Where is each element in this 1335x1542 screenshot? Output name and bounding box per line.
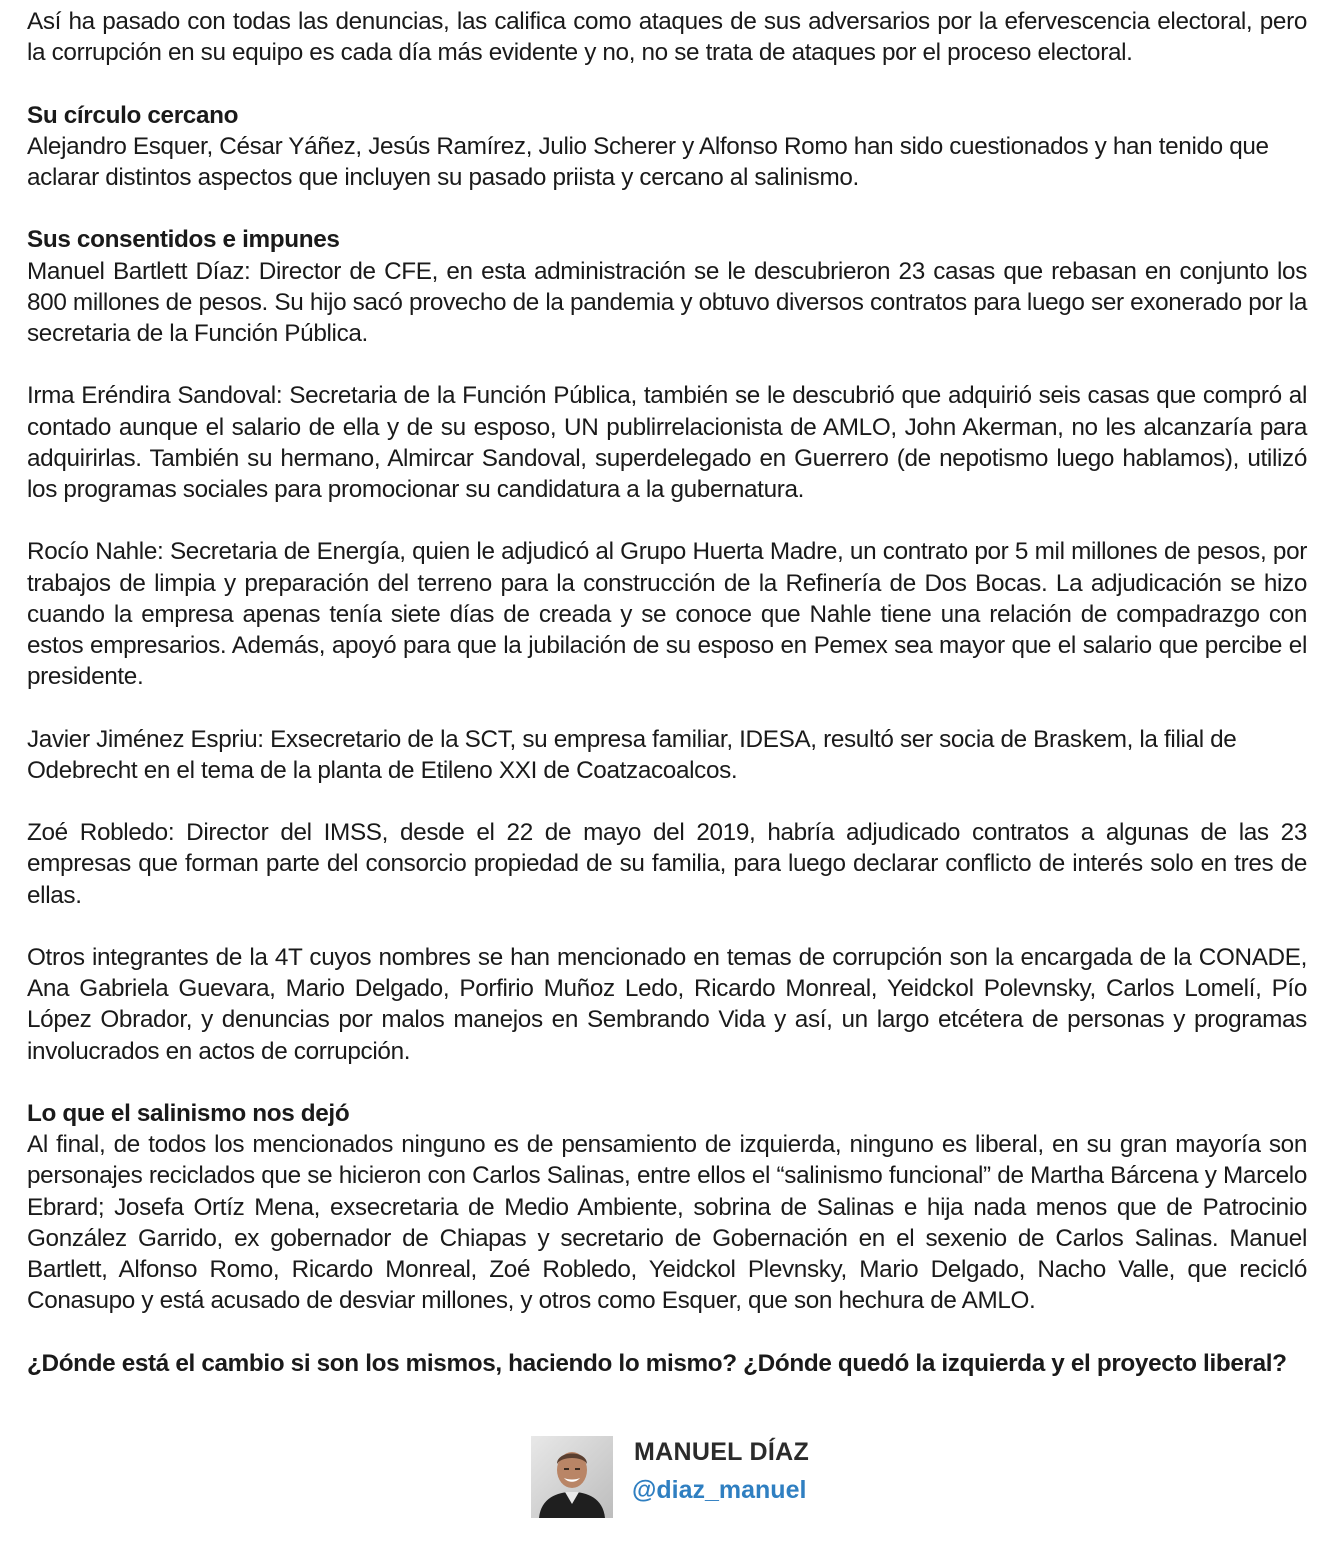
paragraph-otros: Otros integrantes de la 4T cuyos nombres se han mencionado en temas de corrupción son la encargada de la CONADE, Ana Gabriela Guevara, Mario Delgado, Porfirio Muñoz Ledo, Ricardo Monreal, Yeidckol Polevnsky, Carlos Lomelí, Pío López Obrador, y denuncias por malos manejos en Sembrando Vida y así, un largo etcétera de personas y programas involucrados en actos de corrupción. — [27, 943, 1307, 1065]
section-heading: Lo que el salinismo nos dejó — [27, 1099, 350, 1127]
intro-paragraph: Así ha pasado con todas las denuncias, las califica como ataques de sus adversarios por la efervescencia electoral, pero la corrupción en su equipo es cada día más evidente y no, no se trata de ataques por el proceso electoral. — [27, 8, 1307, 67]
paragraph-nahle: Rocío Nahle: Secretaria de Energía, quien le adjudicó al Grupo Huerta Madre, un contrato por 5 mil millones de pesos, por trabajos de limpia y preparación del terreno para la construcción de la Refinería de Dos Bocas. La adjudicación se hizo cuando la empresa apenas tenía siete días de creada y se conoce que Nahle tiene una relación de compadrazgo con estos empresarios. Además, apoyó para que la jubilación de su esposo en Pemex sea mayor que el salario que percibe el presidente. — [27, 538, 1307, 691]
section-salinismo — [27, 1098, 1307, 1316]
section-text: Al final, de todos los mencionados ninguno es de pensamiento de izquierda, ninguno es liberal, en su gran mayoría son personajes reciclados que se hicieron con Carlos Salinas, entre ellos el “salinismo funcional” de Martha Bárcena y Marcelo Ebrard; Josefa Ortíz Mena, exsecretaria de Medio Ambiente, sobrina de Salinas e hija nada menos que de Patrocinio González Garrido, ex gobernador de Chiapas y secretario de Gobernación en el sexenio de Carlos Salinas. Manuel Bartlett, Alfonso Romo, Ricardo Monreal, Zoé Robledo, Yeidckol Plevnsky, Mario Delgado, Nacho Valle, que recicló Conasupo y está acusado de desviar millones, y otros como Esquer, que son hechura de AMLO. — [27, 1131, 1307, 1315]
section-circulo-cercano — [27, 100, 1307, 194]
paragraph-sandoval: Irma Eréndira Sandoval: Secretaria de la Función Pública, también se le descubrió que adquirió seis casas que compró al contado aunque el salario de ella y de su esposo, UN publirrelacionista de AMLO, John Akerman, no les alcanzaría para adquirirlas. También su hermano, Almircar Sandoval, superdelegado en Guerrero (de nepotismo luego hablamos), utilizó los programas sociales para promocionar su candidatura a la gubernatura. — [27, 382, 1307, 503]
section-heading: Su círculo cercano — [27, 101, 239, 129]
author-handle[interactable]: @diaz_manuel — [632, 1476, 807, 1504]
author-byline — [531, 1436, 831, 1518]
paragraph-espriu: Javier Jiménez Espriu: Exsecretario de la SCT, su empresa familiar, IDESA, resultó ser socia de Braskem, la filial de Odebrecht en el tema de la planta de Etileno XXI de Coatzacoalcos. — [27, 725, 1237, 784]
section-text: Alejandro Esquer, César Yáñez, Jesús Ramírez, Julio Scherer y Alfonso Romo han sido cuestionados y han tenido que aclarar distintos aspectos que incluyen su pasado priista y cercano al salinismo. — [27, 132, 1269, 191]
article-body — [27, 6, 1307, 1379]
author-avatar — [531, 1436, 613, 1518]
author-name: MANUEL DÍAZ — [634, 1438, 810, 1466]
section-consentidos — [27, 224, 1307, 349]
section-heading: Sus consentidos e impunes — [27, 226, 340, 254]
paragraph-bartlett: Manuel Bartlett Díaz: Director de CFE, en esta administración se le descubrieron 23 casas que rebasan en conjunto los 800 millones de pesos. Su hijo sacó provecho de la pandemia y obtuvo diversos contratos para luego ser exonerado por la secretaria de la Función Pública. — [27, 257, 1307, 347]
paragraph-robledo: Zoé Robledo: Director del IMSS, desde el 22 de mayo del 2019, habría adjudicado contratos a algunas de las 23 empresas que forman parte del consorcio propiedad de su familia, para luego declarar conflicto de interés solo en tres de ellas. — [27, 819, 1307, 909]
closing-question: ¿Dónde está el cambio si son los mismos, haciendo lo mismo? ¿Dónde quedó la izquierda y el proyecto liberal? — [27, 1349, 1287, 1377]
